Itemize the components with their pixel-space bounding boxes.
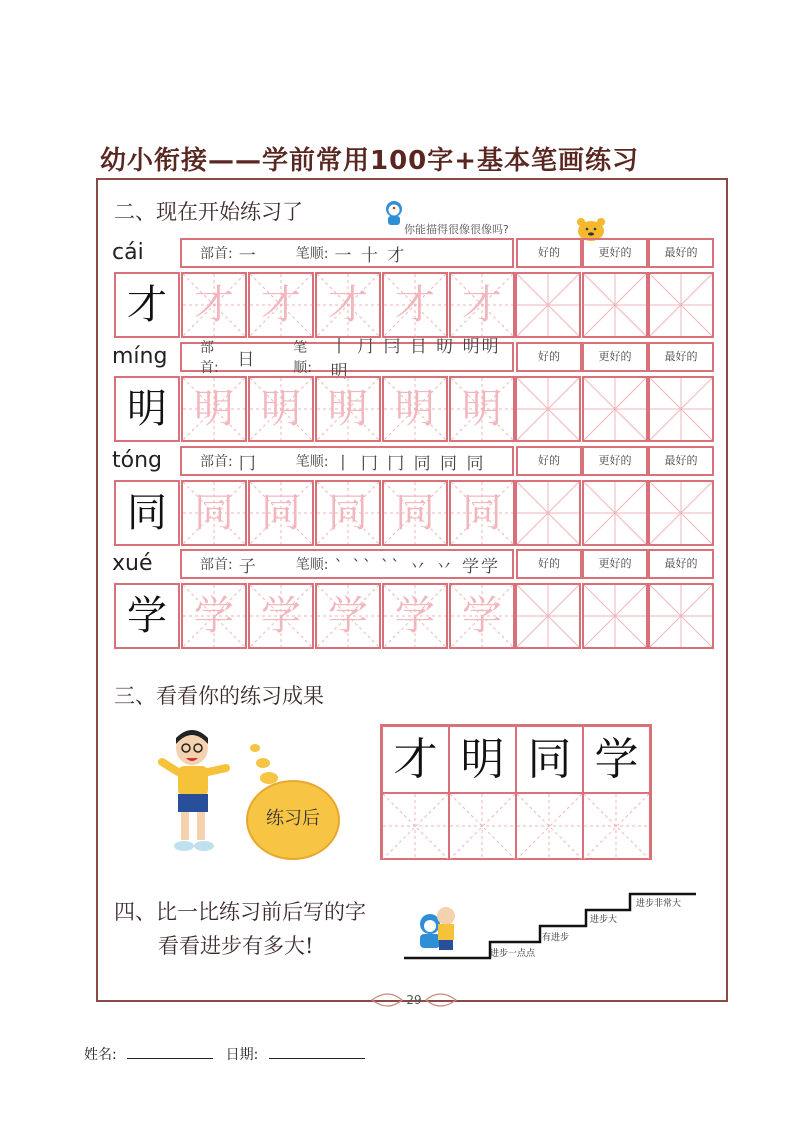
trace-character: 同 (462, 490, 502, 536)
trace-character-cell (248, 583, 314, 649)
trace-character: 明 (194, 386, 234, 432)
model-character: 同 (127, 490, 167, 536)
result-writing-cell[interactable] (516, 793, 583, 860)
trace-character: 学 (261, 593, 301, 639)
stroke-info-row (180, 446, 514, 476)
stroke-order: ` `` `` 丷 丷 学学 (334, 556, 500, 577)
trace-character-cell (449, 583, 515, 649)
trace-character-cell (181, 272, 247, 338)
model-character: 明 (127, 386, 167, 432)
trace-character-cell (248, 376, 314, 442)
trace-character: 明 (462, 386, 502, 432)
rating-label: 更好的 (582, 446, 648, 476)
radical: 日 (237, 349, 255, 370)
practice-writing-cell[interactable] (648, 583, 714, 649)
trace-character: 学 (194, 593, 234, 639)
practice-writing-cell[interactable] (515, 583, 581, 649)
section-3-heading: 三、看看你的练习成果 (114, 684, 324, 708)
trace-character-cell (382, 583, 448, 649)
date-label: 日期: (225, 1047, 259, 1063)
rating-label: 最好的 (648, 342, 714, 372)
result-character: 同 (527, 734, 572, 785)
trace-character-cell (248, 480, 314, 546)
result-character: 明 (460, 734, 505, 785)
result-character-cell (516, 726, 583, 793)
pinyin: xué (112, 551, 153, 576)
worksheet-title: 幼小衔接——学前常用100字+基本笔画练习 (100, 146, 640, 176)
trace-character: 才 (328, 282, 368, 328)
trace-character: 明 (395, 386, 435, 432)
page-number: 29 (406, 993, 422, 1007)
trace-character-cell (315, 376, 381, 442)
model-character-cell (114, 376, 180, 442)
result-character-cell (382, 726, 449, 793)
trace-character: 同 (261, 490, 301, 536)
stroke-order-label: 笔顺: (295, 454, 329, 470)
stair-label-2: 有进步 (542, 933, 570, 943)
practice-writing-cell[interactable] (582, 480, 648, 546)
rating-label: 好的 (516, 446, 582, 476)
trace-character-cell (315, 480, 381, 546)
stair-label-1: 进步一点点 (490, 949, 536, 959)
section-4-heading-line2: 看看进步有多大! (158, 934, 314, 958)
rating-label: 更好的 (582, 238, 648, 268)
model-character-cell (114, 272, 180, 338)
trace-character-cell (315, 272, 381, 338)
boy-illustration (156, 728, 236, 858)
thought-dot (250, 744, 260, 752)
after-practice-bubble: 练习后 (246, 780, 340, 860)
trace-character-cell (449, 376, 515, 442)
stroke-info-row (180, 337, 514, 382)
practice-writing-cell[interactable] (582, 272, 648, 338)
trace-character: 学 (462, 593, 502, 639)
section-4-heading-line1: 四、比一比练习前后写的字 (114, 900, 366, 924)
rating-label: 更好的 (582, 549, 648, 579)
stroke-order-label: 笔顺: (295, 557, 329, 573)
trace-character-cell (382, 480, 448, 546)
trace-character-cell (382, 272, 448, 338)
radical-label: 部首: (200, 246, 233, 262)
practice-writing-cell[interactable] (582, 583, 648, 649)
radical-label: 部首: (200, 557, 233, 573)
practice-writing-cell[interactable] (582, 376, 648, 442)
rating-label: 最好的 (648, 446, 714, 476)
stroke-info-row (180, 549, 514, 579)
result-character: 才 (393, 734, 438, 785)
stroke-order: 丨 ⺆ 冃 日 旫 明明明 (330, 337, 501, 382)
stair-label-4: 进步非常大 (636, 899, 682, 909)
stair-label-3: 进步大 (590, 915, 618, 925)
model-character: 学 (127, 593, 167, 639)
practice-writing-cell[interactable] (648, 272, 714, 338)
doraemon-icon (384, 200, 404, 226)
stroke-order: 丨 冂 冂 同 同 同 (334, 453, 486, 474)
result-writing-cell[interactable] (382, 793, 449, 860)
radical-label: 部首: (200, 340, 219, 376)
trace-character: 明 (328, 386, 368, 432)
model-character-cell (114, 480, 180, 546)
name-blank[interactable] (127, 1044, 213, 1059)
trace-character-cell (315, 583, 381, 649)
pinyin: cái (112, 240, 144, 265)
radical: 子 (238, 556, 256, 577)
trace-character: 同 (328, 490, 368, 536)
trace-character: 才 (261, 282, 301, 328)
footer (84, 1044, 365, 1064)
trace-character: 学 (395, 593, 435, 639)
trace-character-cell (449, 480, 515, 546)
model-character-cell (114, 583, 180, 649)
trace-character: 同 (194, 490, 234, 536)
thought-dot (256, 758, 270, 768)
radical: 冂 (238, 453, 256, 474)
practice-writing-cell[interactable] (515, 272, 581, 338)
pinyin: tóng (112, 448, 162, 473)
stroke-order-label: 笔顺: (295, 246, 329, 262)
trace-character: 才 (395, 282, 435, 328)
practice-writing-cell[interactable] (648, 480, 714, 546)
trace-character: 明 (261, 386, 301, 432)
stroke-order: 一 十 才 (334, 245, 407, 266)
model-character: 才 (127, 282, 167, 328)
trace-character-cell (248, 272, 314, 338)
name-label: 姓名: (84, 1047, 117, 1063)
rating-label: 最好的 (648, 549, 714, 579)
radical-label: 部首: (200, 454, 233, 470)
results-grid (380, 724, 652, 860)
trace-character: 同 (395, 490, 435, 536)
trace-character: 学 (328, 593, 368, 639)
radical: 一 (238, 245, 256, 266)
practice-writing-cell[interactable] (515, 376, 581, 442)
trace-character: 才 (462, 282, 502, 328)
section-2-heading: 二、现在开始练习了 (114, 200, 303, 224)
practice-writing-cell[interactable] (648, 376, 714, 442)
result-character: 学 (594, 734, 639, 785)
pinyin: míng (112, 344, 168, 369)
result-character-cell (449, 726, 516, 793)
result-writing-cell[interactable] (449, 793, 516, 860)
date-blank[interactable] (269, 1044, 365, 1059)
rating-label: 好的 (516, 238, 582, 268)
trace-character-cell (181, 376, 247, 442)
result-writing-cell[interactable] (583, 793, 650, 860)
result-character-cell (583, 726, 650, 793)
rating-label: 好的 (516, 342, 582, 372)
section-2-subtitle: 你能描得很像很像吗? (404, 223, 509, 236)
page-number-ornament (368, 986, 460, 1014)
stroke-info-row (180, 238, 514, 268)
trace-character-cell (449, 272, 515, 338)
practice-writing-cell[interactable] (515, 480, 581, 546)
rating-label: 更好的 (582, 342, 648, 372)
trace-character-cell (181, 583, 247, 649)
stroke-order-label: 笔顺: (293, 340, 312, 376)
rating-label: 好的 (516, 549, 582, 579)
trace-character: 才 (194, 282, 234, 328)
rating-label: 最好的 (648, 238, 714, 268)
trace-character-cell (382, 376, 448, 442)
trace-character-cell (181, 480, 247, 546)
